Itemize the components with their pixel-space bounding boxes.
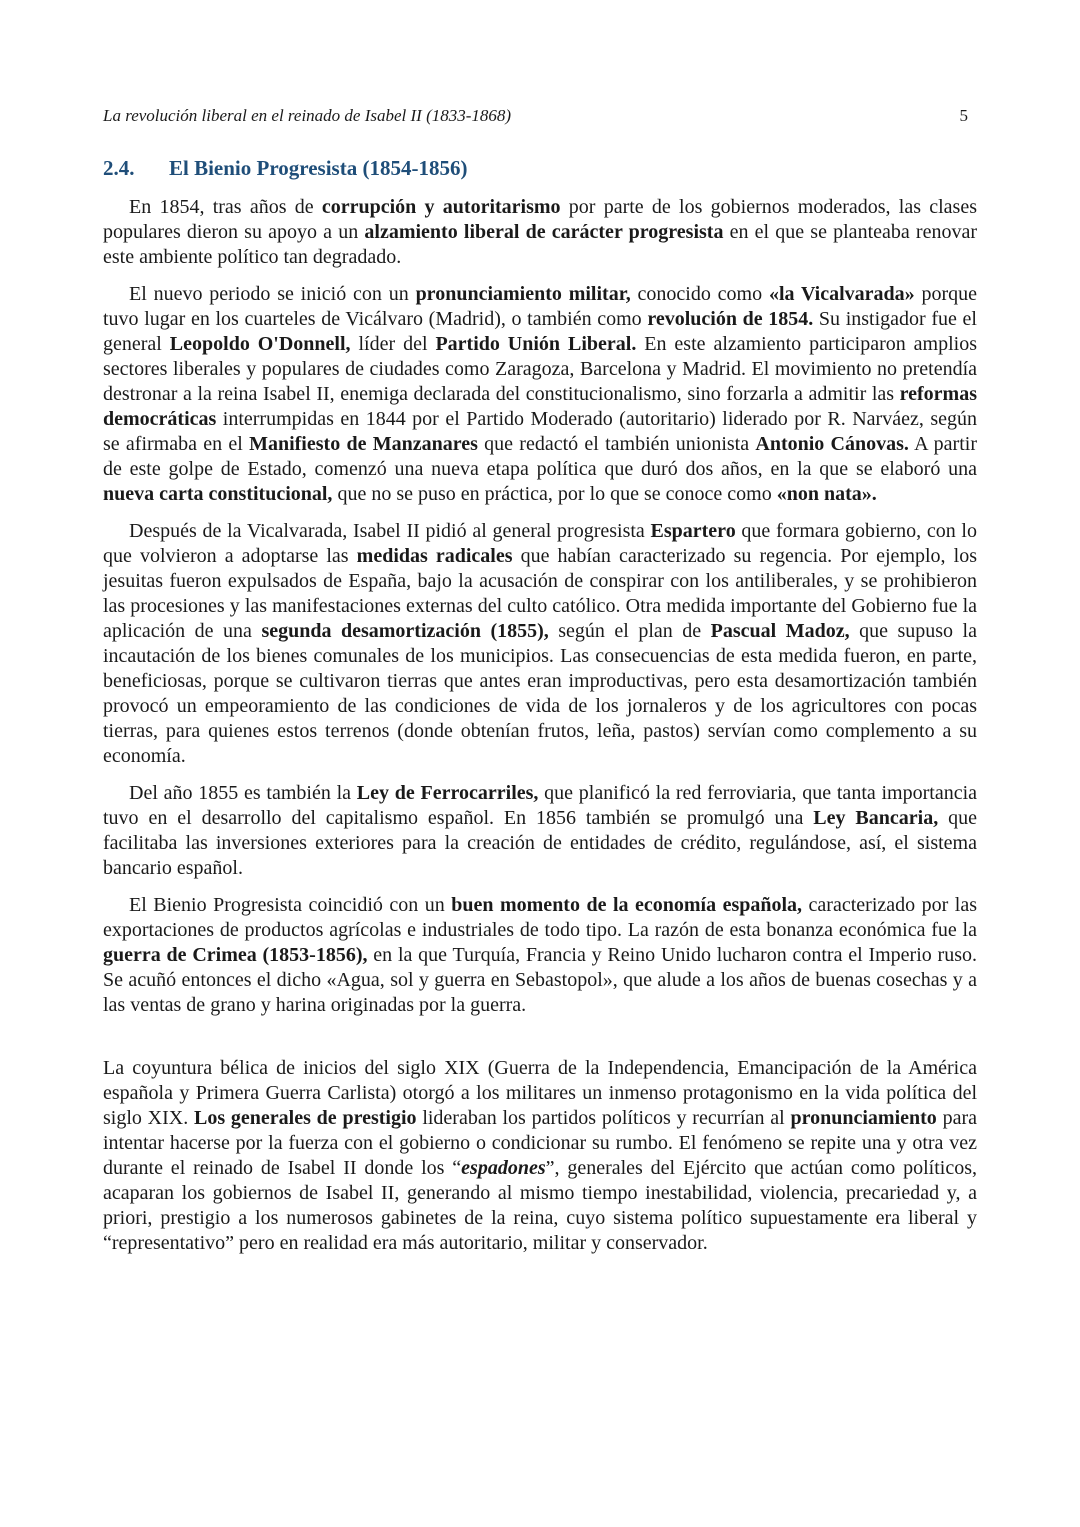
- bold-text: Manifiesto de Manzanares: [249, 433, 478, 455]
- page-number: 5: [959, 106, 968, 125]
- bold-text: segunda desamortización (1855),: [261, 620, 549, 642]
- bold-text: buen momento de la economía española,: [451, 894, 803, 916]
- bold-text: Antonio Cánovas.: [755, 433, 909, 455]
- bold-text: alzamiento liberal de carácter progresista: [364, 221, 724, 243]
- bold-text: Ley de Ferrocarriles,: [356, 782, 539, 804]
- paragraph: La coyuntura bélica de inicios del siglo XIX (Guerra de la Independencia, Emancipación de la América española y Primera Guerra Carlista) otorgó a los militares un inmenso protagonismo en la vida política del siglo XIX. Los generales de prestigio lideraban los partidos políticos y recurrían al pronunciamiento para intentar hacerse por la fuerza con el gobierno o condicionar su rumbo. El fenómeno se repite una y otra vez durante el reinado de Isabel II donde los “espadones”, generales del Ejército que actúan como políticos, acaparan los gobiernos de Isabel II, generando al mismo tiempo inestabilidad, violencia, precariedad y, a priori, prestigio a los numerosos gabinetes de la reina, cuyo sistema político supuestamente era liberal y “representativo” pero en realidad era más autoritario, militar y conservador.: [103, 1057, 977, 1254]
- bold-text: Ley Bancaria,: [813, 807, 939, 829]
- bold-text: espadones: [461, 1157, 546, 1179]
- bold-text: «la Vicalvarada»: [768, 283, 915, 305]
- bold-text: revolución de 1854.: [647, 308, 814, 330]
- bold-text: Espartero: [650, 520, 736, 542]
- bold-text: pronunciamiento: [790, 1107, 937, 1129]
- paragraph: Del año 1855 es también la Ley de Ferrocarriles, que planificó la red ferroviaria, que tanta importancia tuvo en el desarrollo del capitalismo español. En 1856 también se promulgó una Ley Bancaria, que facilitaba las inversiones exteriores para la creación de entidades de crédito, regulándose, así, el sistema bancario español.: [103, 782, 978, 879]
- bold-text: Leopoldo O'Donnell,: [169, 333, 351, 355]
- paragraph-gap: [103, 1030, 977, 1056]
- paragraph: El nuevo periodo se inició con un pronunciamiento militar, conocido como «la Vicalvarada» porque tuvo lugar en los cuarteles de Vicálvaro (Madrid), o también como revolución de 1854. Su instigador fue el general Leopoldo O'Donnell, líder del Partido Unión Liberal. En este alzamiento participaron amplios sectores liberales y populares de ciudades como Zaragoza, Barcelona y Madrid. El movimiento no pretendía destronar a la reina Isabel II, enemiga declarada del constitucionalismo, sino forzarla a admitir las reformas democráticas interrumpidas en 1844 por el Partido Moderado (autoritario) liderado por R. Narváez, según se afirmaba en el Manifiesto de Manzanares que redactó el también unionista Antonio Cánovas. A partir de este golpe de Estado, comenzó una nueva etapa política que duró dos años, en la que se elaboró una nueva carta constitucional, que no se puso en práctica, por lo que se conoce como «non nata».: [103, 283, 978, 505]
- paragraph: En 1854, tras años de corrupción y autoritarismo por parte de los gobiernos moderados, las clases populares dieron su apoyo a un alzamiento liberal de carácter progresista en el que se planteaba renovar este ambiente político tan degradado.: [103, 196, 977, 268]
- running-header-title: La revolución liberal en el reinado de Isabel II (1833-1868): [103, 106, 512, 125]
- paragraph: El Bienio Progresista coincidió con un buen momento de la economía española, caracterizado por las exportaciones de productos agrícolas e industriales de todo tipo. La razón de esta bonanza económica fue la guerra de Crimea (1853-1856), en la que Turquía, Francia y Reino Unido lucharon contra el Imperio ruso. Se acuñó entonces el dicho «Agua, sol y guerra en Sebastopol», que alude a los años de buenas cosechas y a las ventas de grano y harina originadas por la guerra.: [103, 894, 977, 1016]
- section-heading: [103, 154, 467, 182]
- bold-text: corrupción y autoritarismo: [321, 196, 561, 218]
- bold-text: Los generales de prestigio: [194, 1107, 417, 1129]
- bold-text: pronunciamiento militar,: [415, 283, 631, 305]
- running-header: [103, 104, 976, 128]
- bold-text: Pascual Madoz,: [710, 620, 850, 642]
- bold-text: reformas democráticas: [103, 383, 977, 430]
- section-title: El Bienio Progresista (1854-1856): [169, 156, 468, 180]
- section-number: 2.4.: [103, 156, 135, 180]
- paragraph: Después de la Vicalvarada, Isabel II pidió al general progresista Espartero que formara gobierno, con lo que volvieron a adoptarse las medidas radicales que habían caracterizado su regencia. Por ejemplo, los jesuitas fueron expulsados de España, bajo la acusación de conspirar con los antiliberales, y se prohibieron las procesiones y las manifestaciones externas del culto católico. Otra medida importante del Gobierno fue la aplicación de una segunda desamortización (1855), según el plan de Pascual Madoz, que supuso la incautación de los bienes comunales de los municipios. Las consecuencias de esta medida fueron, en parte, beneficiosas, porque se cultivaron tierras que antes eran improductivas, pero esta desamortización también provocó un empeoramiento de las condiciones de vida de los jornaleros y de los agricultores con pocas tierras, para quienes estos terrenos (donde obtenían frutos, leña, pastos) servían como complemento a su economía.: [103, 520, 977, 767]
- bold-text: «non nata».: [776, 483, 877, 505]
- bold-text: nueva carta constitucional,: [103, 483, 333, 505]
- body-text: [103, 195, 977, 1268]
- bold-text: guerra de Crimea (1853-1856),: [103, 944, 368, 966]
- bold-text: medidas radicales: [356, 545, 513, 567]
- bold-text: Partido Unión Liberal.: [435, 333, 637, 355]
